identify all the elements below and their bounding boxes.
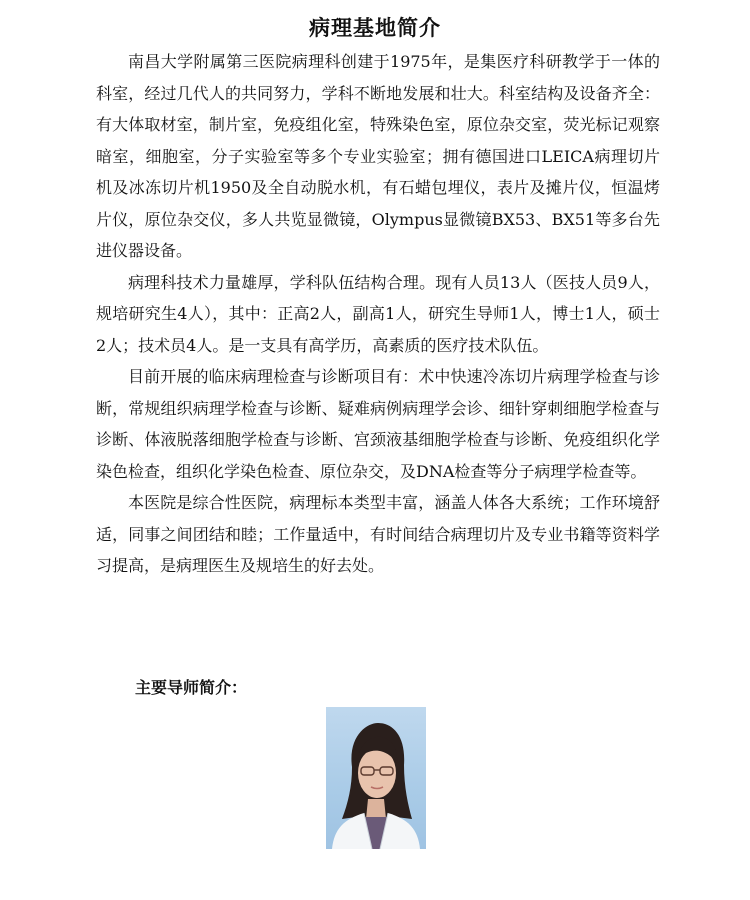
portrait-illustration [326, 707, 426, 849]
services-paragraph: 目前开展的临床病理检查与诊断项目有：术中快速冷冻切片病理学检查与诊断，常规组织病理学检查与诊断、疑难病例病理学会诊、细针穿刺细胞学检查与诊断、体液脱落细胞学检查与诊断、宫颈液基细胞学检查与诊断、免疫组织化学染色检查，组织化学染色检查、原位杂交，及DNA检查等分子病理学检查等。 [96, 367, 660, 481]
environment-paragraph: 本医院是综合性医院，病理标本类型丰富，涵盖人体各大系统；工作环境舒适，同事之间团结和睦；工作量适中，有时间结合病理切片及专业书籍等资料学习提高，是病理医生及规培生的好去处。 [96, 493, 660, 575]
document-body [96, 46, 660, 582]
mentor-portrait-photo [326, 707, 426, 849]
neck-shape [366, 799, 386, 819]
staff-paragraph: 病理科技术力量雄厚，学科队伍结构合理。现有人员13人（医技人员9人，规培研究生4人），其中：正高2人，副高1人，研究生导师1人，博士1人，硕士2人；技术员4人。是一支具有高学历，高素质的医疗技术队伍。 [96, 272, 660, 355]
mentor-heading: 主要导师简介： [135, 678, 248, 697]
document-title: 病理基地简介 [309, 16, 441, 40]
intro-paragraph: 南昌大学附属第三医院病理科创建于1975年，是集医疗科研教学于一体的科室，经过几代人的共同努力，学科不断地发展和壮大。科室结构及设备齐全：有大体取材室，制片室，免疫组化室，特殊染色室，原位杂交室，荧光标记观察暗室，细胞室，分子实验室等多个专业实验室；拥有德国进口LEICA病理切片机及冰冻切片机1950及全自动脱水机，有石蜡包埋仪，表片及摊片仪，恒温烤片仪，原位杂交仪，多人共览显微镜，Olympus显微镜BX53、BX51等多台先进仪器设备。 [96, 52, 660, 260]
